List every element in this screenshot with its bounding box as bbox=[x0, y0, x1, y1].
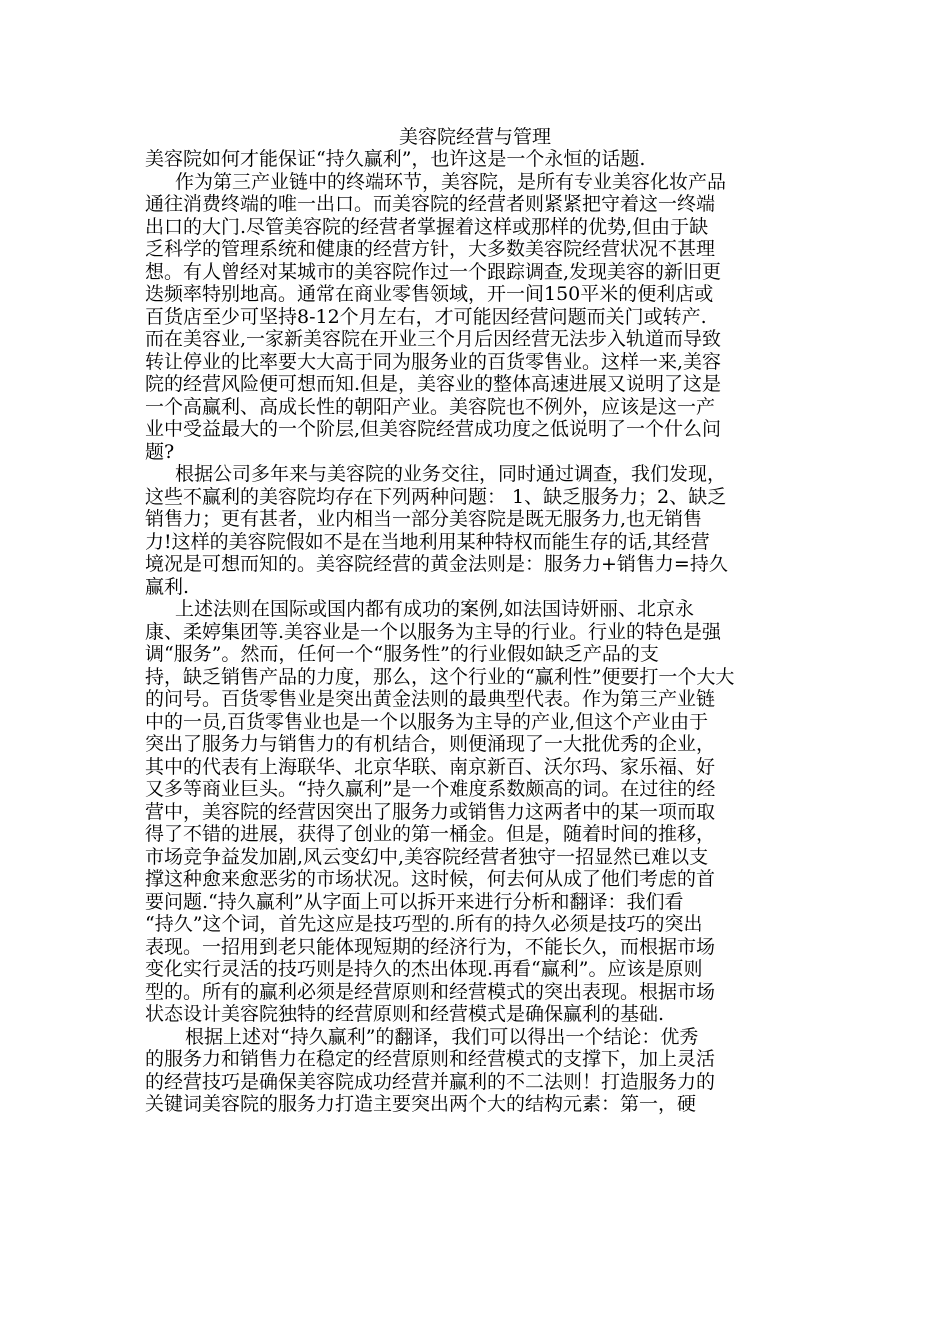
text-line: 这些不赢利的美容院均存在下列两种问题： 1、缺乏服务力；2、缺乏 bbox=[145, 485, 727, 508]
text-line: 根据上述对“持久赢利”的翻译，我们可以得出一个结论：优秀 bbox=[185, 1025, 699, 1048]
text-line: 康、柔婷集团等.美容业是一个以服务为主导的行业。行业的特色是强 bbox=[145, 620, 722, 643]
text-line: 上述法则在国际或国内都有成功的案例,如法国诗妍丽、北京永 bbox=[175, 598, 695, 620]
text-line: 赢利. bbox=[145, 575, 190, 598]
text-line: 销售力；更有甚者，业内相当一部分美容院是既无服务力,也无销售 bbox=[145, 508, 703, 530]
text-line: 其中的代表有上海联华、北京华联、南京新百、沃尔玛、家乐福、好 bbox=[145, 755, 716, 778]
text-line: 乏科学的管理系统和健康的经营方针，大多数美容院经营状况不甚理 bbox=[145, 238, 716, 260]
text-line: 的服务力和销售力在稳定的经营原则和经营模式的支撑下，加上灵活 bbox=[145, 1048, 716, 1070]
text-line: 型的。所有的赢利必须是经营原则和经营模式的突出表现。根据市场 bbox=[145, 980, 716, 1003]
text-line: “持久”这个词，首先这应是技巧型的.所有的持久必须是技巧的突出 bbox=[145, 913, 703, 935]
text-line: 得了不错的进展，获得了创业的第一桶金。但是，随着时间的推移， bbox=[145, 823, 716, 845]
text-line: 美容院如何才能保证“持久赢利”，也许这是一个永恒的话题. bbox=[145, 148, 646, 170]
text-line: 题? bbox=[145, 440, 175, 463]
text-line: 而在美容业,一家新美容院在开业三个月后因经营无法步入轨道而导致 bbox=[145, 328, 722, 350]
text-line: 转让停业的比率要大大高于同为服务业的百货零售业。这样一来,美容 bbox=[145, 350, 722, 373]
document-title: 美容院经营与管理 bbox=[398, 126, 551, 148]
text-line: 市场竞争益发加剧,风云变幻中,美容院经营者独守一招显然已难以支 bbox=[145, 845, 709, 868]
text-line: 想。有人曾经对某城市的美容院作过一个跟踪调查,发现美容的新旧更 bbox=[145, 260, 722, 283]
text-line: 业中受益最大的一个阶层,但美容院经营成功度之低说明了一个什么问 bbox=[145, 418, 722, 440]
text-line: 变化实行灵活的技巧则是持久的杰出体现.再看“赢利”。应该是原则 bbox=[145, 958, 703, 980]
text-line: 迭频率特别地高。通常在商业零售领域，开一间150平米的便利店或 bbox=[145, 283, 714, 305]
text-line: 调“服务”。然而，任何一个“服务性”的行业假如缺乏产品的支 bbox=[145, 643, 659, 665]
text-line: 营中，美容院的经营因突出了服务力或销售力这两者中的某一项而取 bbox=[145, 800, 716, 823]
document-body bbox=[145, 148, 807, 1116]
text-line: 要问题.“持久赢利”从字面上可以拆开来进行分析和翻译：我们看 bbox=[145, 890, 684, 913]
text-line: 作为第三产业链中的终端环节，美容院，是所有专业美容化妆产品 bbox=[175, 170, 727, 193]
text-line: 又多等商业巨头。“持久赢利”是一个难度系数颇高的词。在过往的经 bbox=[145, 778, 716, 800]
text-line: 百货店至少可坚持8-12个月左右，才可能因经营问题而关门或转产. bbox=[145, 305, 707, 328]
text-line: 根据公司多年来与美容院的业务交往，同时通过调查，我们发现， bbox=[175, 463, 727, 485]
text-line: 境况是可想而知的。美容院经营的黄金法则是：服务力+销售力=持久 bbox=[145, 553, 728, 575]
text-line: 的经营技巧是确保美容院成功经营并赢利的不二法则！打造服务力的 bbox=[145, 1070, 716, 1093]
text-line: 突出了服务力与销售力的有机结合，则便涌现了一大批优秀的企业， bbox=[145, 733, 716, 755]
text-line: 中的一员,百货零售业也是一个以服务为主导的产业,但这个产业由于 bbox=[145, 710, 709, 733]
text-line: 关键词美容院的服务力打造主要突出两个大的结构元素：第一，硬 bbox=[145, 1093, 697, 1115]
text-line: 持，缺乏销售产品的力度，那么，这个行业的“赢利性”便要打一个大大 bbox=[145, 665, 735, 688]
text-line: 力!这样的美容院假如不是在当地利用某种特权而能生存的话,其经营 bbox=[145, 530, 710, 553]
text-line: 撑这种愈来愈恶劣的市场状况。这时候，何去何从成了他们考虑的首 bbox=[145, 868, 716, 890]
text-line: 状态设计美容院独特的经营原则和经营模式是确保赢利的基础. bbox=[145, 1003, 665, 1025]
text-line: 院的经营风险便可想而知.但是，美容业的整体高速进展又说明了这是 bbox=[145, 373, 722, 395]
text-line: 出口的大门.尽管美容院的经营者掌握着这样或那样的优势,但由于缺 bbox=[145, 215, 709, 238]
text-line: 表现。一招用到老只能体现短期的经济行为，不能长久，而根据市场 bbox=[145, 935, 716, 958]
text-line: 一个高赢利、高成长性的朝阳产业。美容院也不例外，应该是这一产 bbox=[145, 395, 716, 418]
text-line: 的问号。百货零售业是突出黄金法则的最典型代表。作为第三产业链 bbox=[145, 688, 716, 710]
text-line: 通往消费终端的唯一出口。而美容院的经营者则紧紧把守着这一终端 bbox=[145, 193, 716, 215]
